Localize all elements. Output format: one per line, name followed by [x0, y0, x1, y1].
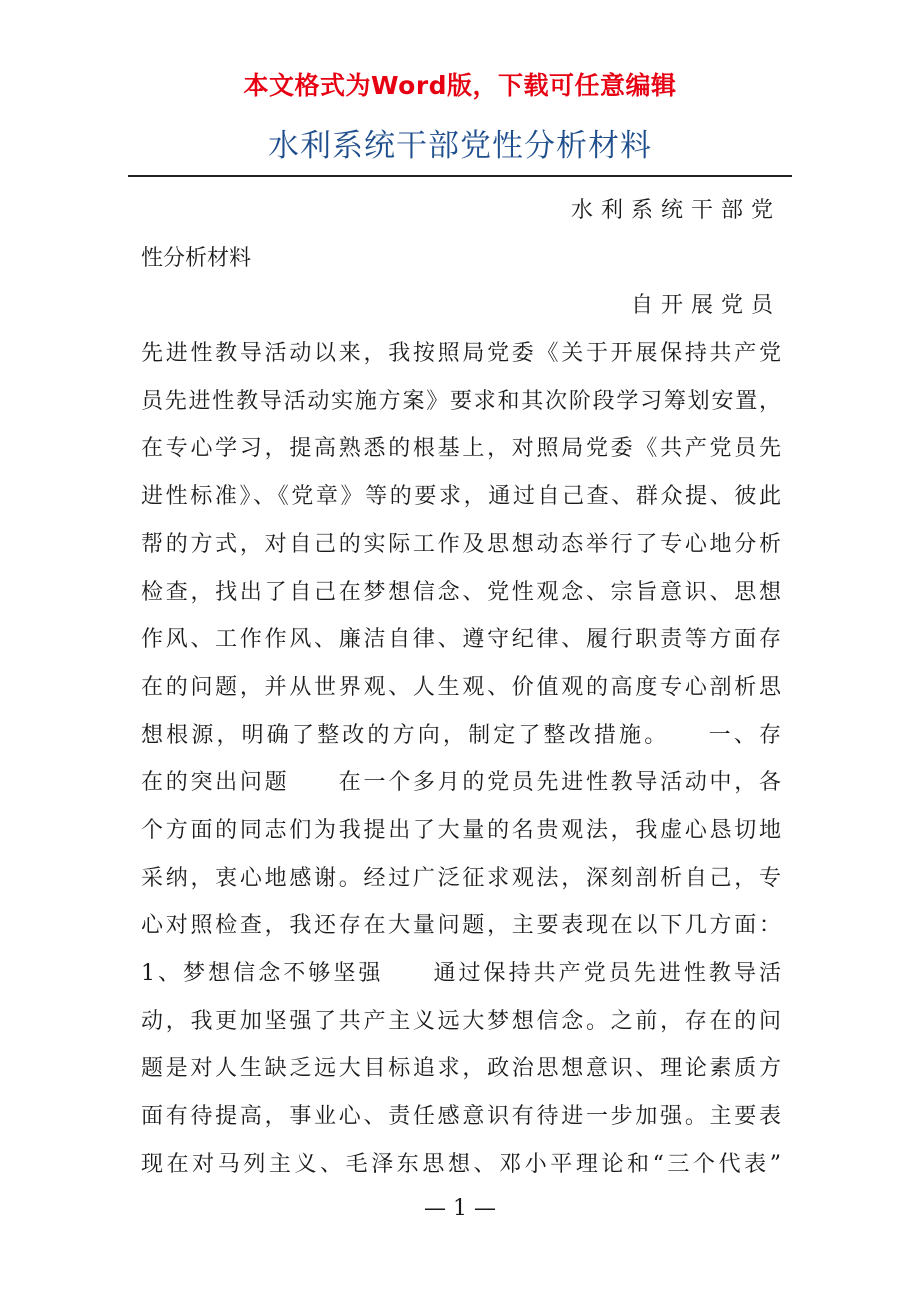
- body-line: 心对照检查，我还存在大量问题，主要表现在以下几方面：: [141, 913, 781, 939]
- body-line: 1、梦想信念不够坚强 通过保持共产党员先进性教导活: [141, 961, 781, 986]
- body-line: 采纳，衷心地感谢。经过广泛征求观法，深刻剖析自己，专: [141, 865, 781, 891]
- body-line: 员先进性教导活动实施方案》要求和其次阶段学习筹划安置，: [141, 388, 781, 414]
- page-number: — 1 —: [424, 1196, 496, 1221]
- format-notice-banner: 本文格式为Word版，下载可任意编辑: [243, 71, 677, 100]
- body-line: 检查，找出了自己在梦想信念、党性观念、宗旨意识、思想: [141, 579, 781, 605]
- body-line: 先进性教导活动以来，我按照局党委《关于开展保持共产党: [141, 341, 781, 367]
- body-line: 水利系统干部党: [570, 198, 781, 223]
- body-line: 面有待提高，事业心、责任感意识有待进一步加强。主要表: [141, 1104, 781, 1130]
- body-line: 在专心学习，提高熟悉的根基上，对照局党委《共产党员先: [141, 436, 781, 462]
- body-line: 在的突出问题 在一个多月的党员先进性教导活动中，各: [141, 770, 781, 796]
- body-line: 个方面的同志们为我提出了大量的名贵观法，我虚心恳切地: [141, 817, 781, 843]
- body-line: 想根源，明确了整改的方向，制定了整改措施。 一、存: [141, 722, 781, 748]
- body-line: 现在对马列主义、毛泽东思想、邓小平理论和“三个代表”: [141, 1151, 781, 1177]
- body-line: 动，我更加坚强了共产主义远大梦想信念。之前，存在的问: [141, 1008, 781, 1034]
- body-line: 性分析材料: [141, 245, 252, 271]
- document-title: 水利系统干部党性分析材料: [268, 128, 652, 164]
- body-line: 题是对人生缺乏远大目标追求，政治思想意识、理论素质方: [141, 1056, 781, 1082]
- document-body: [141, 187, 781, 1188]
- body-line: 在的问题，并从世界观、人生观、价值观的高度专心剖析思: [141, 674, 781, 700]
- body-line: 进性标准》、《党章》等的要求，通过自己查、群众提、彼此: [141, 484, 781, 510]
- body-line: 帮的方式，对自己的实际工作及思想动态举行了专心地分析: [141, 531, 781, 557]
- body-line: 作风、工作作风、廉洁自律、遵守纪律、履行职责等方面存: [141, 627, 781, 653]
- body-line: 自开展党员: [630, 293, 781, 319]
- title-divider: [128, 175, 792, 177]
